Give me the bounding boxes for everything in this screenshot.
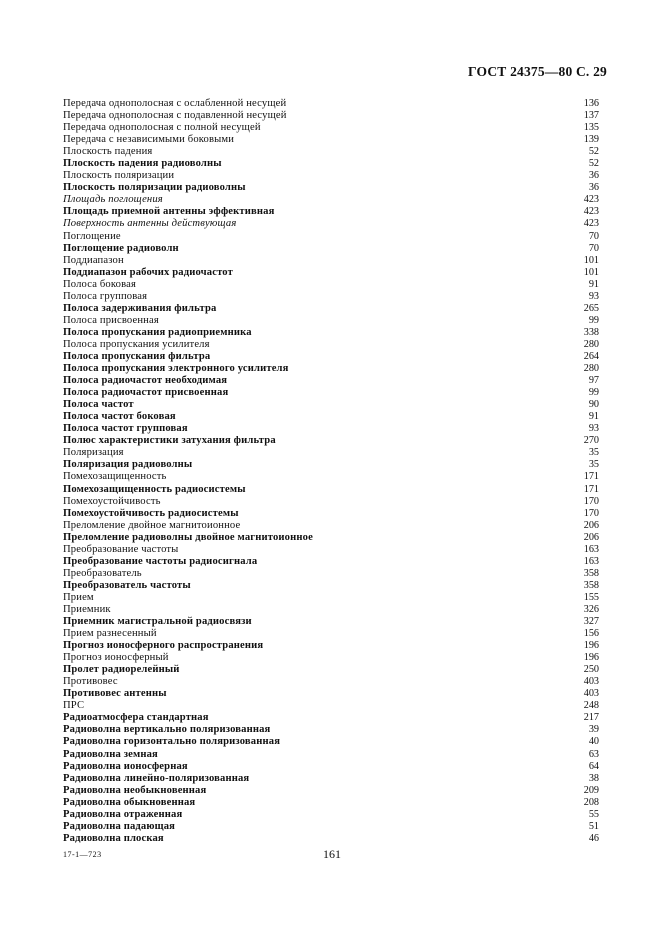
index-term: Плоскость поляризации: [63, 170, 175, 182]
page-number: 161: [323, 847, 341, 861]
print-code: 17-1—723: [63, 850, 102, 859]
index-term: Приемник магистральной радиосвязи: [63, 616, 252, 628]
index-page-ref: 70: [588, 242, 599, 254]
index-page-ref: 99: [588, 387, 599, 399]
index-page-ref: 250: [583, 664, 599, 676]
index-page-ref: 52: [588, 158, 599, 170]
index-page-ref: 338: [583, 326, 599, 338]
index-term: Поддиапазон: [63, 254, 124, 266]
index-entry: [63, 640, 599, 652]
index-entry: [63, 496, 599, 508]
index-page-ref: 163: [583, 543, 599, 555]
index-page-ref: 39: [588, 724, 599, 736]
index-entry: [63, 98, 599, 110]
index-term: Поляризация: [63, 447, 124, 459]
index-entry: [63, 580, 599, 592]
index-entry: [63, 447, 599, 459]
index-term: Преобразователь: [63, 567, 142, 579]
index-page-ref: 358: [583, 567, 599, 579]
index-entry: [63, 435, 599, 447]
index-entry: [63, 520, 599, 532]
index-page-ref: 171: [583, 483, 599, 495]
index-entry: [63, 206, 599, 218]
index-entry: [63, 182, 599, 194]
index-term: Полоса задерживания фильтра: [63, 302, 217, 314]
index-term: Преломление радиоволны двойное магнитоионное: [63, 531, 313, 543]
index-entry: [63, 556, 599, 568]
index-term: Радиоволна ионосферная: [63, 760, 188, 772]
index-page-ref: 46: [588, 832, 599, 844]
index-entry: [63, 399, 599, 411]
index-term: Полоса пропускания усилителя: [63, 338, 210, 350]
index-term: Плоскость падения: [63, 146, 153, 158]
index-entry: [63, 267, 599, 279]
index-page-ref: 196: [583, 640, 599, 652]
index-term: Поляризация радиоволны: [63, 459, 193, 471]
index-term: Передача с независимыми боковыми: [63, 134, 235, 146]
index-page-ref: 40: [588, 736, 599, 748]
index-term: Полоса пропускания фильтра: [63, 350, 211, 362]
index-term: Полоса групповая: [63, 290, 148, 302]
index-entry: [63, 821, 599, 833]
index-entry: [63, 544, 599, 556]
index-term: Поглощение радиоволн: [63, 242, 179, 254]
index-term: Радиоволна линейно-поляризованная: [63, 772, 250, 784]
index-page-ref: 280: [583, 363, 599, 375]
index-term: Поверхность антенны действующая: [63, 218, 237, 230]
index-entry: [63, 568, 599, 580]
index-term: Полоса частот: [63, 399, 134, 411]
index-page-ref: 137: [583, 110, 599, 122]
index-entry: [63, 664, 599, 676]
index-term: Радиоволна обыкновенная: [63, 796, 196, 808]
index-page-ref: 93: [588, 290, 599, 302]
index-term: Прием: [63, 591, 94, 603]
index-term: Радиоатмосфера стандартная: [63, 712, 209, 724]
index-entry: [63, 749, 599, 761]
index-entry: [63, 291, 599, 303]
index-entry: [63, 411, 599, 423]
index-entry: [63, 146, 599, 158]
index-entry: [63, 231, 599, 243]
index-term: Полоса пропускания электронного усилителя: [63, 363, 289, 375]
index-entry: [63, 700, 599, 712]
index-page-ref: 101: [583, 266, 599, 278]
index-term: Помехозащищенность: [63, 471, 167, 483]
index-page-ref: 206: [583, 519, 599, 531]
index-page-ref: 326: [583, 603, 599, 615]
index-term: Помехоустойчивость: [63, 495, 161, 507]
index-entry: [63, 134, 599, 146]
index-page-ref: 208: [583, 796, 599, 808]
index-term: Помехоустойчивость радиосистемы: [63, 507, 239, 519]
index-entry: [63, 351, 599, 363]
index-page-ref: 55: [588, 808, 599, 820]
index-page-ref: 358: [583, 579, 599, 591]
index-entry: [63, 471, 599, 483]
index-entry: [63, 279, 599, 291]
index-entry: [63, 303, 599, 315]
index-entry: [63, 110, 599, 122]
index-term: Радиоволна плоская: [63, 832, 164, 844]
index-entry: [63, 604, 599, 616]
index-entry: [63, 484, 599, 496]
index-term: Радиоволна падающая: [63, 820, 176, 832]
index-term: Полоса радиочастот необходимая: [63, 375, 228, 387]
index-term: Прогноз ионосферный: [63, 652, 169, 664]
index-page-ref: 170: [583, 495, 599, 507]
index-entry: [63, 712, 599, 724]
index-page-ref: 270: [583, 435, 599, 447]
index-page-ref: 171: [583, 471, 599, 483]
index-entry: [63, 628, 599, 640]
index-entry: [63, 122, 599, 134]
index-page-ref: 136: [583, 98, 599, 109]
index-term: Плоскость поляризации радиоволны: [63, 182, 246, 194]
index-term: Передача однополосная с подавленной несущей: [63, 110, 287, 122]
index-term: Передача однополосная с полной несущей: [63, 122, 261, 134]
index-entry: [63, 387, 599, 399]
index-term: Радиоволна земная: [63, 748, 158, 760]
index-page-ref: 170: [583, 507, 599, 519]
index-entry: [63, 459, 599, 471]
index-term: Полоса радиочастот присвоенная: [63, 387, 229, 399]
index-entry: [63, 243, 599, 255]
index-page-ref: 36: [588, 182, 599, 194]
index-entry: [63, 327, 599, 339]
index-page-ref: 35: [588, 459, 599, 471]
index-term: Плоскость падения радиоволны: [63, 158, 222, 170]
index-term: Полюс характеристики затухания фильтра: [63, 435, 276, 447]
index-page-ref: 280: [583, 338, 599, 350]
index-entry: [63, 761, 599, 773]
index-page-ref: 97: [588, 375, 599, 387]
index-page-ref: 196: [583, 652, 599, 664]
index-term: Полоса присвоенная: [63, 314, 159, 326]
index-entry: [63, 315, 599, 327]
index-page-ref: 35: [588, 447, 599, 459]
index-page-ref: 403: [583, 676, 599, 688]
index-term: Преломление двойное магнитоионное: [63, 519, 241, 531]
index-entry: [63, 676, 599, 688]
index-term: Противовес: [63, 676, 118, 688]
index-page-ref: 135: [583, 122, 599, 134]
index-page-ref: 423: [583, 206, 599, 218]
index-entry: [63, 809, 599, 821]
index-term: Прогноз ионосферного распространения: [63, 640, 264, 652]
index-page-ref: 327: [583, 616, 599, 628]
index-entry: [63, 785, 599, 797]
index-term: Передача однополосная с ослабленной несущей: [63, 98, 287, 109]
index-entry: [63, 363, 599, 375]
index-page-ref: 64: [588, 760, 599, 772]
index-entry: [63, 170, 599, 182]
page-header: ГОСТ 24375—80 С. 29: [468, 64, 607, 79]
index-entry: [63, 218, 599, 230]
index-entry: [63, 508, 599, 520]
index-term: Противовес антенны: [63, 688, 167, 700]
index-term: Радиоволна вертикально поляризованная: [63, 724, 271, 736]
index-term: Поглощение: [63, 230, 121, 242]
index-entry: [63, 423, 599, 435]
index-term: Преобразователь частоты: [63, 579, 191, 591]
index-page-ref: 403: [583, 688, 599, 700]
index-page-ref: 51: [588, 820, 599, 832]
index-entry: [63, 592, 599, 604]
index-term: Полоса пропускания радиоприемника: [63, 326, 252, 338]
index-page-ref: 423: [583, 218, 599, 230]
index-term: Помехозащищенность радиосистемы: [63, 483, 246, 495]
index-entry: [63, 688, 599, 700]
index-term: Преобразование частоты радиосигнала: [63, 555, 258, 567]
index-page-ref: 217: [583, 712, 599, 724]
index-page-ref: 206: [583, 531, 599, 543]
index-term: Площадь поглощения: [63, 194, 163, 206]
index-entry: [63, 773, 599, 785]
index-entry: [63, 652, 599, 664]
index-term: Прием разнесенный: [63, 628, 157, 640]
index-term: Приемник: [63, 603, 111, 615]
index-page-ref: 70: [588, 230, 599, 242]
index-page-ref: 248: [583, 700, 599, 712]
index-page-ref: 423: [583, 194, 599, 206]
index-term: Радиоволна необыкновенная: [63, 784, 207, 796]
index-entry: [63, 339, 599, 351]
index-page-ref: 36: [588, 170, 599, 182]
index-term: Площадь приемной антенны эффективная: [63, 206, 275, 218]
index-term: Поддиапазон рабочих радиочастот: [63, 266, 233, 278]
index-term: Радиоволна отраженная: [63, 808, 183, 820]
index-entry: [63, 158, 599, 170]
index-entry: [63, 375, 599, 387]
index-entry: [63, 255, 599, 267]
index-entry: [63, 736, 599, 748]
index-page-ref: 90: [588, 399, 599, 411]
index-page-ref: 264: [583, 350, 599, 362]
index-page-ref: 156: [583, 628, 599, 640]
index-term: Пролет радиорелейный: [63, 664, 180, 676]
index-page-ref: 91: [588, 278, 599, 290]
index-page-ref: 38: [588, 772, 599, 784]
index-page-ref: 163: [583, 555, 599, 567]
index-page-ref: 155: [583, 591, 599, 603]
index-page-ref: 139: [583, 134, 599, 146]
index-entry: [63, 532, 599, 544]
index-term: Полоса частот боковая: [63, 411, 176, 423]
index-page-ref: 101: [583, 254, 599, 266]
index-term: Полоса частот групповая: [63, 423, 188, 435]
index-page-ref: 93: [588, 423, 599, 435]
index-entry-list: [63, 98, 599, 845]
index-entry: [63, 616, 599, 628]
index-page-ref: 209: [583, 784, 599, 796]
index-page-ref: 91: [588, 411, 599, 423]
index-page-ref: 99: [588, 314, 599, 326]
index-entry: [63, 194, 599, 206]
index-page-ref: 63: [588, 748, 599, 760]
index-term: Преобразование частоты: [63, 543, 179, 555]
index-term: Радиоволна горизонтально поляризованная: [63, 736, 281, 748]
index-entry: [63, 833, 599, 845]
index-entry: [63, 724, 599, 736]
index-page-ref: 52: [588, 146, 599, 158]
index-term: ПРС: [63, 700, 85, 712]
index-page-ref: 265: [583, 302, 599, 314]
index-entry: [63, 797, 599, 809]
index-term: Полоса боковая: [63, 278, 136, 290]
